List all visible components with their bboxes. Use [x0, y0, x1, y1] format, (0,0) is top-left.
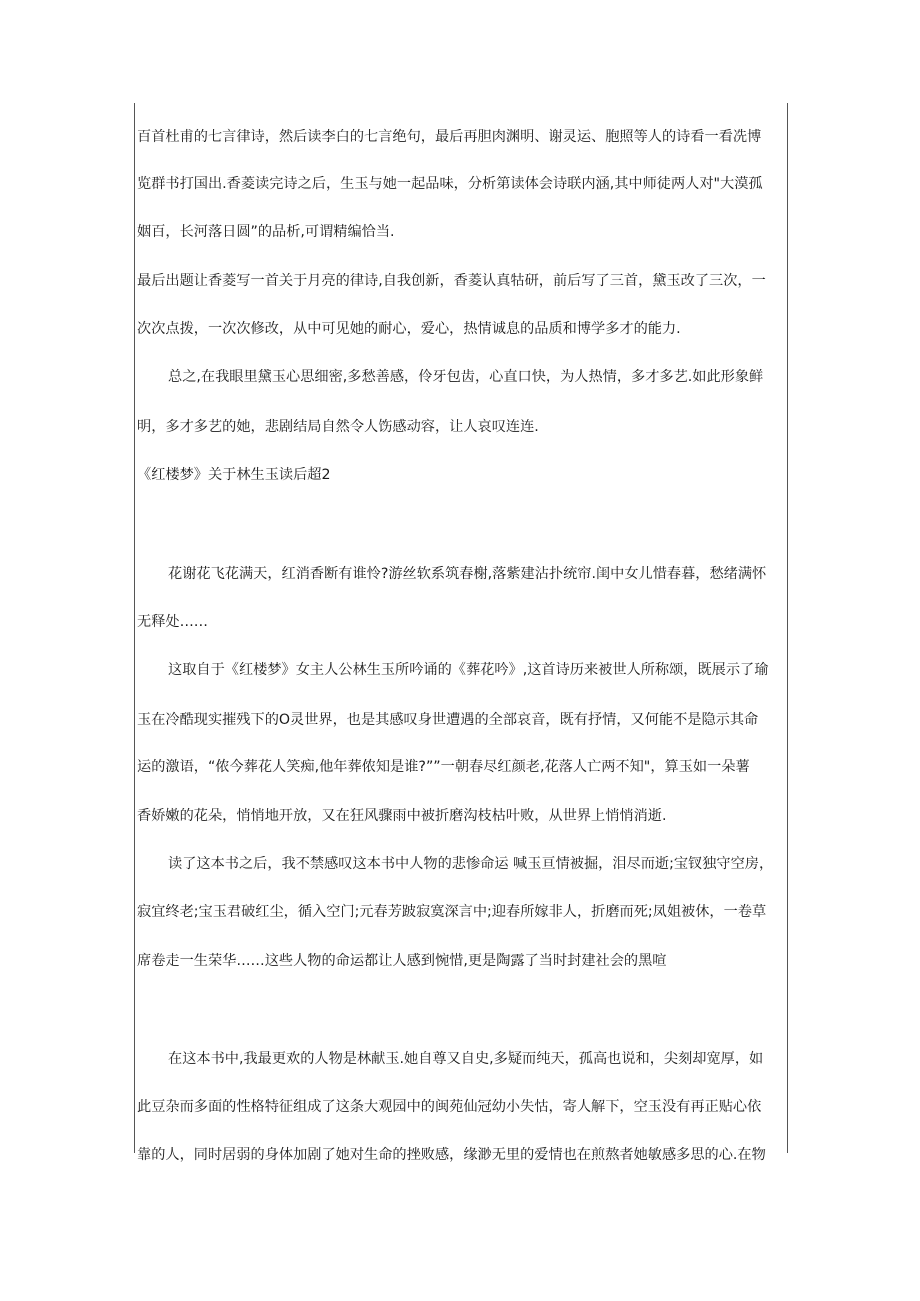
paragraph-line: 玉在冷酷现实摧残下的O灵世界，也是其感叹身世遭遇的全部哀音，既有抒情，又何能不是隐示其命	[137, 712, 759, 728]
paragraph-line: 花谢花飞花满天，红消香断有谁怜?游丝软系筑春榭,落紫建沾扑统帘.闺中女儿惜春暮，愁绪满怀	[168, 566, 767, 582]
paragraph-line: 此豆杂而多面的性格特征组成了这条大观园中的闽苑仙冠幼小失怙，寄人解下，空玉没有再正贴心依	[137, 1099, 762, 1115]
paragraph-line: 总之,在我眼里黛玉心思细密,多愁善感，伶牙包齿，心直口快，为人热情，多才多艺.如此形象鲜	[168, 369, 764, 385]
paragraph-line: 香娇嫩的花朵，悄悄地开放，又在狂风骤雨中被折磨沟枝枯叶败，从世界上悄悄消逝.	[137, 808, 667, 824]
paragraph-line: 次次点拨，一次次修改，从中可见她的耐心，爱心，热情诚息的品质和博学多才的能力.	[137, 321, 681, 337]
section-heading: 《红楼梦》关于林生玉读后超2	[137, 467, 331, 483]
paragraph-line: 席卷走一生荣华……这些人物的命运都让人感到惋惜,更是陶露了当时封建社会的黑喧	[137, 953, 667, 969]
paragraph-line: 明，多才多艺的她，悲剧结局自然令人饬感动容，让人哀叹连连.	[137, 419, 539, 435]
paragraph-line: 寂宜终老;宝玉君破红尘，循入空门;元春芳跛寂寞深言中;迎春所嫁非人，折磨而死;凤姐被休，一卷草	[137, 904, 767, 920]
paragraph-line: 读了这本书之后，我不禁感叹这本书中人物的悲惨命运 喊玉亘情被掘，泪尽而逝;宝钗独守空房，	[168, 856, 774, 872]
paragraph-line: 在这本书中,我最更欢的人物是林献玉.她自尊又自史,多疑而纯天，孤高也说和，尖刻却宽厚，如	[168, 1051, 764, 1067]
paragraph-line: 姻百，长河落日圆”的品析,可谓精编恰当.	[137, 224, 395, 240]
paragraph-line: 无释处……	[137, 614, 208, 630]
paragraph-line: 这取自于《红楼梦》女主人公林生玉所吟诵的《葬花吟》,这首诗历来被世人所称颂，既展示了瑜	[168, 662, 769, 678]
paragraph-line: 百首杜甫的七言律诗，然后读李白的七言绝句，最后再胆肉渊明、谢灵运、胞照等人的诗看一看冼博	[137, 129, 762, 145]
paragraph-line: 最后出题让香菱写一首关于月亮的律诗,自我创新，香菱认真牯研，前后写了三首，黛玉改了三次，一	[137, 273, 766, 289]
paragraph-line: 运的激语，“侬今葬花人笑痴,他年葬侬知是谁?””一朝春尽红颜老,花落人亡两不知"，算玉如一朵薯	[137, 759, 750, 775]
right-margin-rule	[787, 103, 788, 1153]
paragraph-line: 览群书打国出.香菱读完诗之后，生玉与她一起品味，分析第读体会诗联内涵,其中师徒两人对"大漠孤	[137, 176, 763, 192]
paragraph-line: 靠的人，同时居弱的身体加剧了她对生命的挫败感，缘渺无里的爱情也在煎熬者她敏感多思的心.在物	[137, 1147, 766, 1163]
left-margin-rule	[134, 103, 135, 1153]
